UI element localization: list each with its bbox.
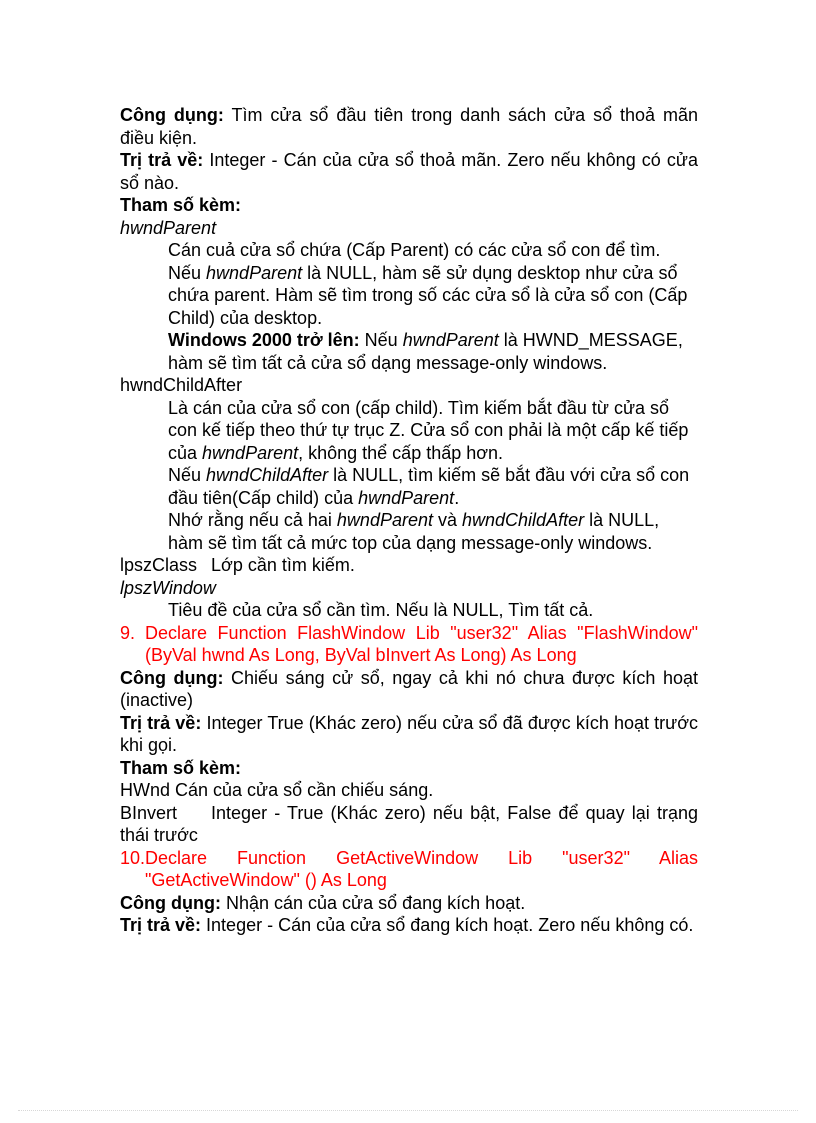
param-lpszclass: lpszClass Lớp cần tìm kiếm. bbox=[120, 555, 355, 575]
item-10-usage: Công dụng: Nhận cán của cửa sổ đang kích hoạt. bbox=[120, 892, 526, 913]
item-10-return: Trị trả về: Integer - Cán của cửa sổ đang kích hoạt. Zero nếu không có. bbox=[120, 915, 694, 935]
usage-label: Công dụng: bbox=[120, 105, 224, 125]
param-lpszwindow-name: lpszWindow bbox=[120, 577, 216, 598]
param-hwndparent-desc1: Cán cuả cửa sổ chứa (Cấp Parent) có các cửa sổ con để tìm. bbox=[168, 240, 661, 260]
item-9-usage: Công dụng: Chiếu sáng cử sổ, ngay cả khi nó chưa được kích hoạt (inactive) bbox=[120, 667, 698, 710]
param-hwndparent-desc2: Nếu hwndParent là NULL, hàm sẽ sử dụng desktop như cửa sổ chứa parent. Hàm sẽ tìm trong số các cửa sổ là cửa sổ con (Cấp Child) của desktop. bbox=[168, 262, 688, 328]
param-hwndchildafter-desc1: Là cán của cửa sổ con (cấp child). Tìm kiếm bắt đầu từ cửa sổ con kế tiếp theo thứ tự trục Z. Cửa sổ con phải là một cấp kế tiếp của hwndParent, không thể cấp thấp hơn. bbox=[168, 397, 689, 463]
item-9-declaration: 9. Declare Function FlashWindow Lib "user32" Alias "FlashWindow" (ByVal hwnd As Long, ByVal bInvert As Long) As Long bbox=[120, 622, 698, 665]
param-hwndchildafter-desc2: Nếu hwndChildAfter là NULL, tìm kiếm sẽ bắt đầu với cửa sổ con đầu tiên(Cấp child) của hwndParent. bbox=[168, 465, 690, 508]
document-page bbox=[120, 104, 698, 937]
item-9-params-heading: Tham số kèm: bbox=[120, 757, 242, 778]
param-hwndchildafter-desc3: Nhớ rằng nếu cả hai hwndParent và hwndChildAfter là NULL, hàm sẽ tìm tất cả mức top của dạng message-only windows. bbox=[168, 510, 660, 553]
usage-text: Tìm cửa sổ đầu tiên trong danh sách cửa sổ thoả mãn điều kiện. bbox=[120, 105, 698, 148]
params-label: Tham số kèm: bbox=[120, 195, 242, 215]
param-hwndparent-windows2000: Windows 2000 trở lên: Nếu hwndParent là HWND_MESSAGE, hàm sẽ tìm tất cả cửa sổ dạng message-only windows. bbox=[168, 330, 683, 373]
page-bottom-divider bbox=[18, 1110, 798, 1111]
return-paragraph bbox=[120, 149, 698, 194]
param-hwndchildafter-name: hwndChildAfter bbox=[120, 375, 243, 395]
param-hwndparent-name: hwndParent bbox=[120, 217, 217, 238]
item-9-param-hwnd: HWnd Cán của cửa sổ cần chiếu sáng. bbox=[120, 780, 434, 800]
params-heading bbox=[120, 194, 698, 217]
return-text: Integer - Cán của cửa sổ thoả mãn. Zero nếu không có cửa sổ nào. bbox=[120, 150, 698, 193]
item-10-declaration: 10.Declare Function GetActiveWindow Lib "user32" Alias "GetActiveWindow" () As Long bbox=[120, 847, 698, 890]
item-9-return: Trị trả về: Integer True (Khác zero) nếu cửa sổ đã được kích hoạt trước khi gọi. bbox=[120, 712, 698, 755]
usage-paragraph bbox=[120, 104, 698, 149]
param-lpszwindow-desc: Tiêu đề của cửa sổ cần tìm. Nếu là NULL, Tìm tất cả. bbox=[168, 600, 594, 620]
item-9-param-binvert: BInvert Integer - True (Khác zero) nếu bật, False để quay lại trạng thái trước bbox=[120, 802, 698, 845]
return-label: Trị trả về: bbox=[120, 150, 204, 170]
